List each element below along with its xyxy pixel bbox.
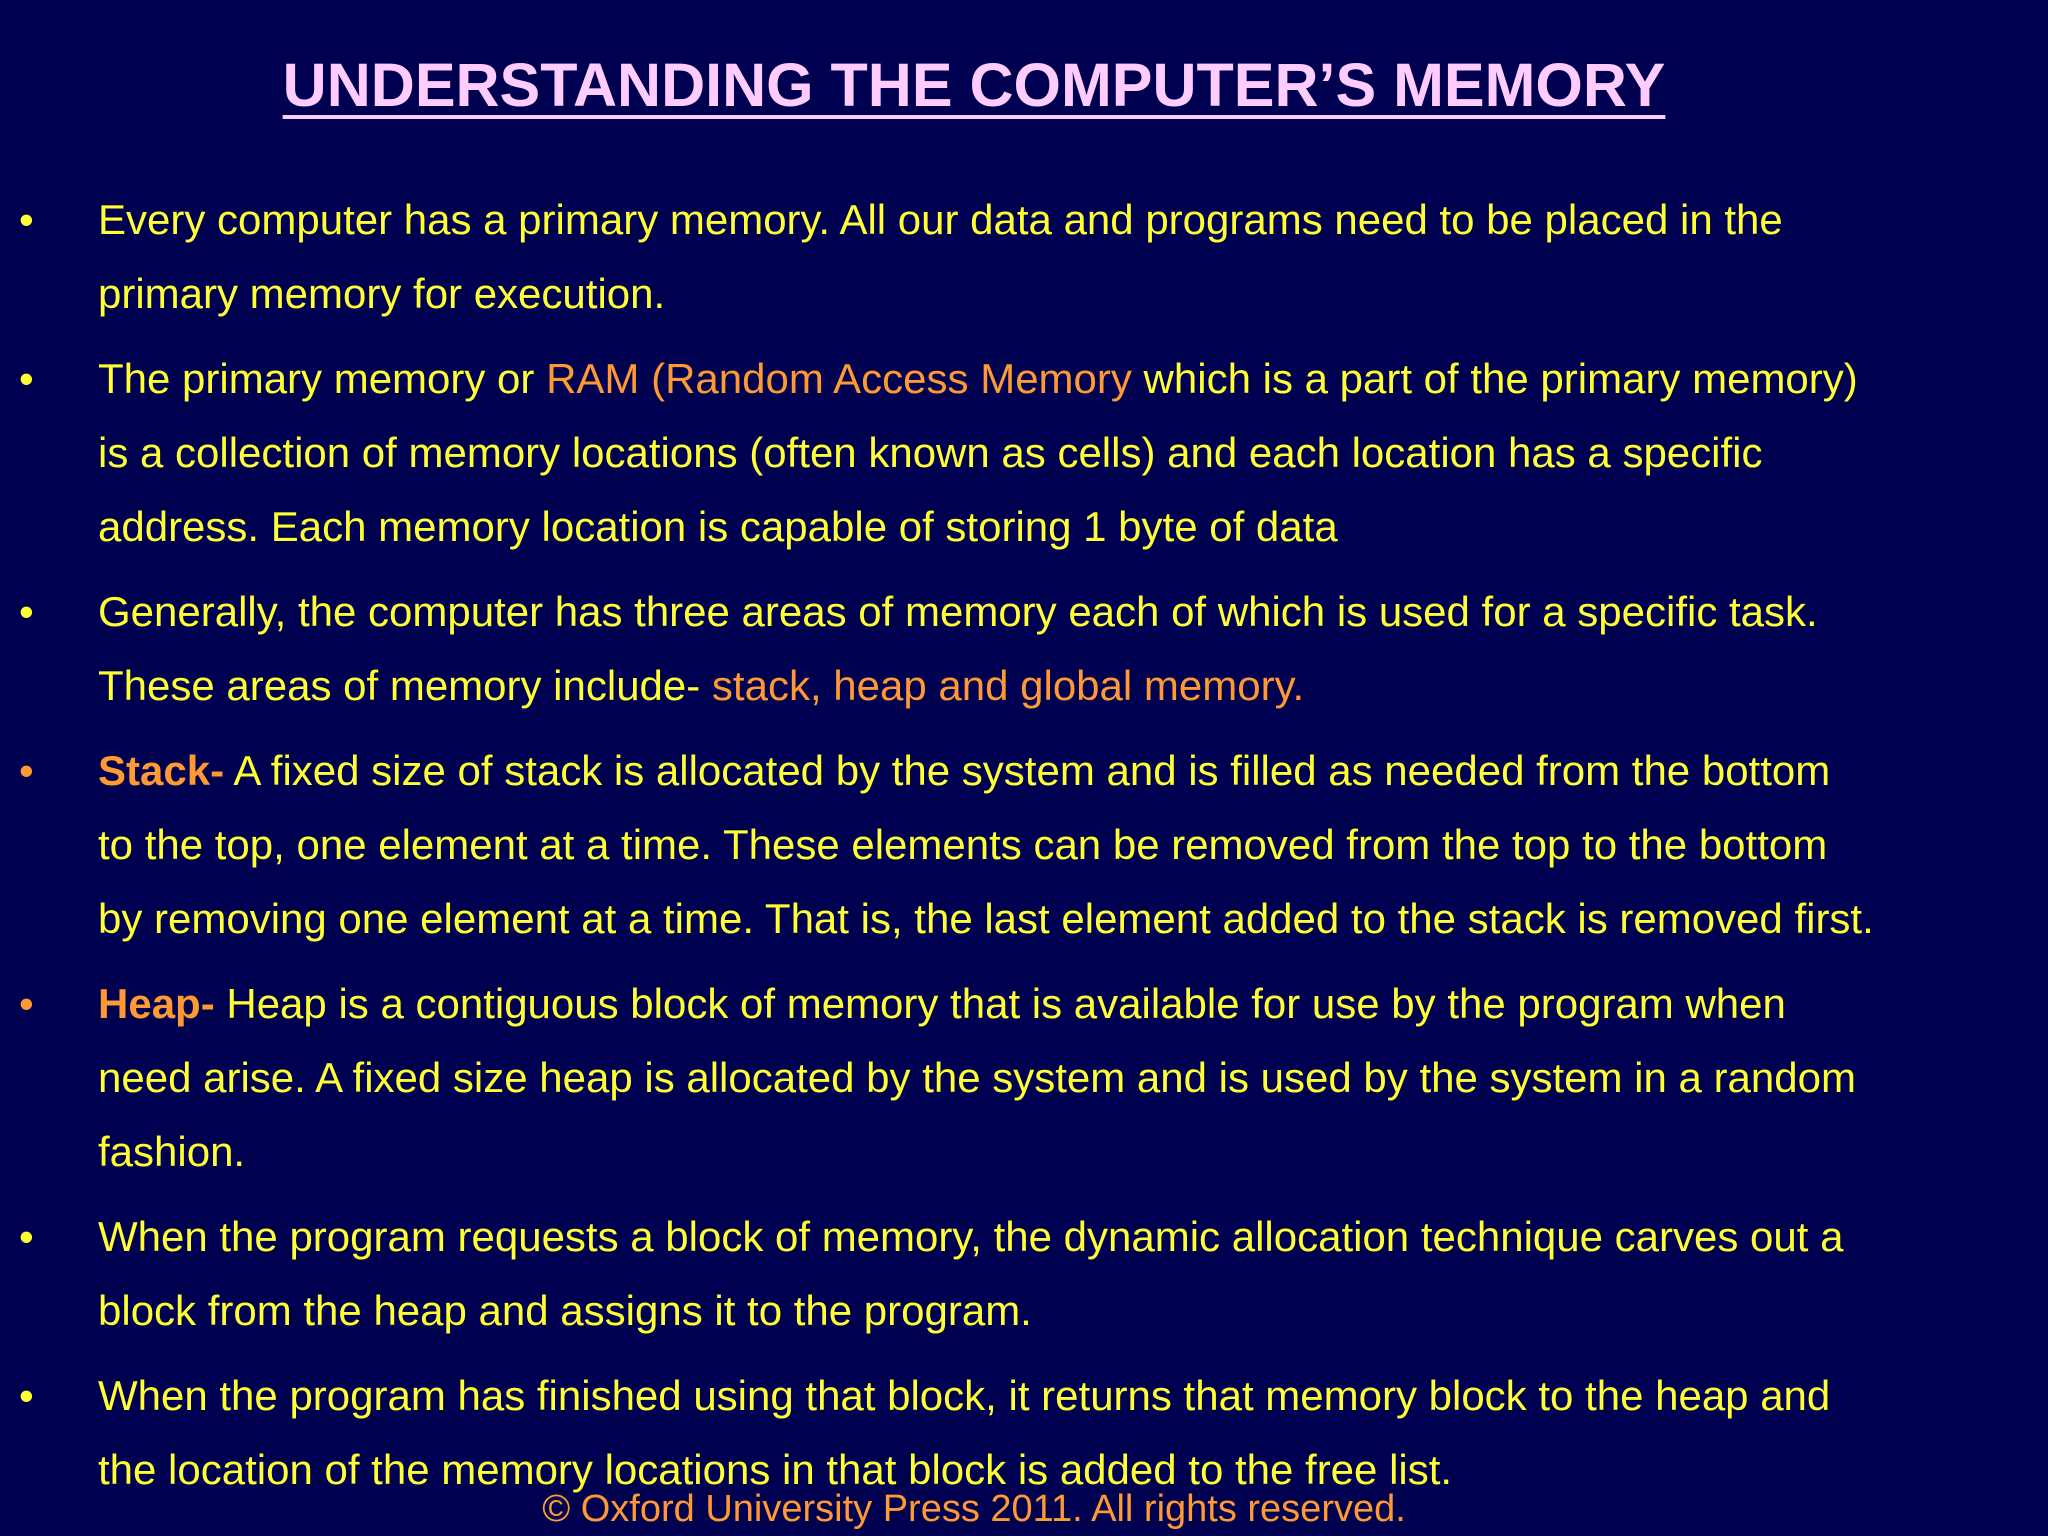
slide-title [0,50,1948,120]
bullet-return-block [0,1359,2048,1507]
bullet-stack [0,734,2048,956]
bullet-text: The primary memory or [98,355,547,402]
bullet-text-line: the location of the memory locations in that block is added to the free list. [98,1446,1453,1493]
memory-areas-highlight: stack, heap and global memory. [711,662,1305,709]
bullet-icon: • [19,1213,34,1260]
bullet-icon: • [19,588,34,635]
bullet-text-line: need arise. A fixed size heap is allocated by the system and is used by the system in a random [98,1054,1856,1101]
bullet-text-line: block from the heap and assigns it to the program. [98,1287,1032,1334]
bullet-text-line: address. Each memory location is capable of storing 1 byte of data [98,503,1338,550]
heap-term: Heap- [98,980,215,1027]
bullet-text: which is a part of the primary memory) [1131,355,1858,402]
bullet-text-line: by removing one element at a time. That is, the last element added to the stack is removed first. [98,895,1874,942]
bullet-text-line: Generally, the computer has three areas of memory each of which is used for a specific task. [98,588,1818,635]
bullet-text-line: fashion. [98,1128,246,1175]
bullet-text-line: to the top, one element at a time. These elements can be removed from the top to the bottom [98,821,1828,868]
bullet-text: These areas of memory include- [98,662,712,709]
bullet-memory-areas [0,575,2048,723]
stack-term: Stack- [98,747,225,794]
bullet-text-line: Every computer has a primary memory. All our data and programs need to be placed in the [98,196,1783,243]
ram-highlight: RAM (Random Access Memory [546,355,1132,402]
bullet-text-line: is a collection of memory locations (often known as cells) and each location has a specific [98,429,1763,476]
copyright-footer: © Oxford University Press 2011. All rights reserved. [542,1488,1406,1530]
bullet-text: Heap is a contiguous block of memory that is available for use by the program when [214,980,1786,1027]
bullet-text-line: When the program has finished using that block, it returns that memory block to the heap and [98,1372,1831,1419]
bullet-icon: • [19,355,34,402]
bullet-icon: • [19,980,34,1027]
bullet-text-line: When the program requests a block of memory, the dynamic allocation technique carves out a [98,1213,1844,1260]
slide-title-text: UNDERSTANDING THE COMPUTER’S MEMORY [282,51,1666,119]
bullet-icon: • [19,1372,34,1419]
bullet-request-block [0,1200,2048,1348]
bullet-icon: • [19,196,34,243]
bullet-primary-memory [0,183,2048,331]
bullet-list [0,183,2048,1518]
bullet-ram [0,342,2048,564]
bullet-text-line: primary memory for execution. [98,270,666,317]
bullet-heap [0,967,2048,1189]
bullet-icon: • [19,747,34,794]
bullet-text: A fixed size of stack is allocated by the system and is filled as needed from the bottom [224,747,1831,794]
